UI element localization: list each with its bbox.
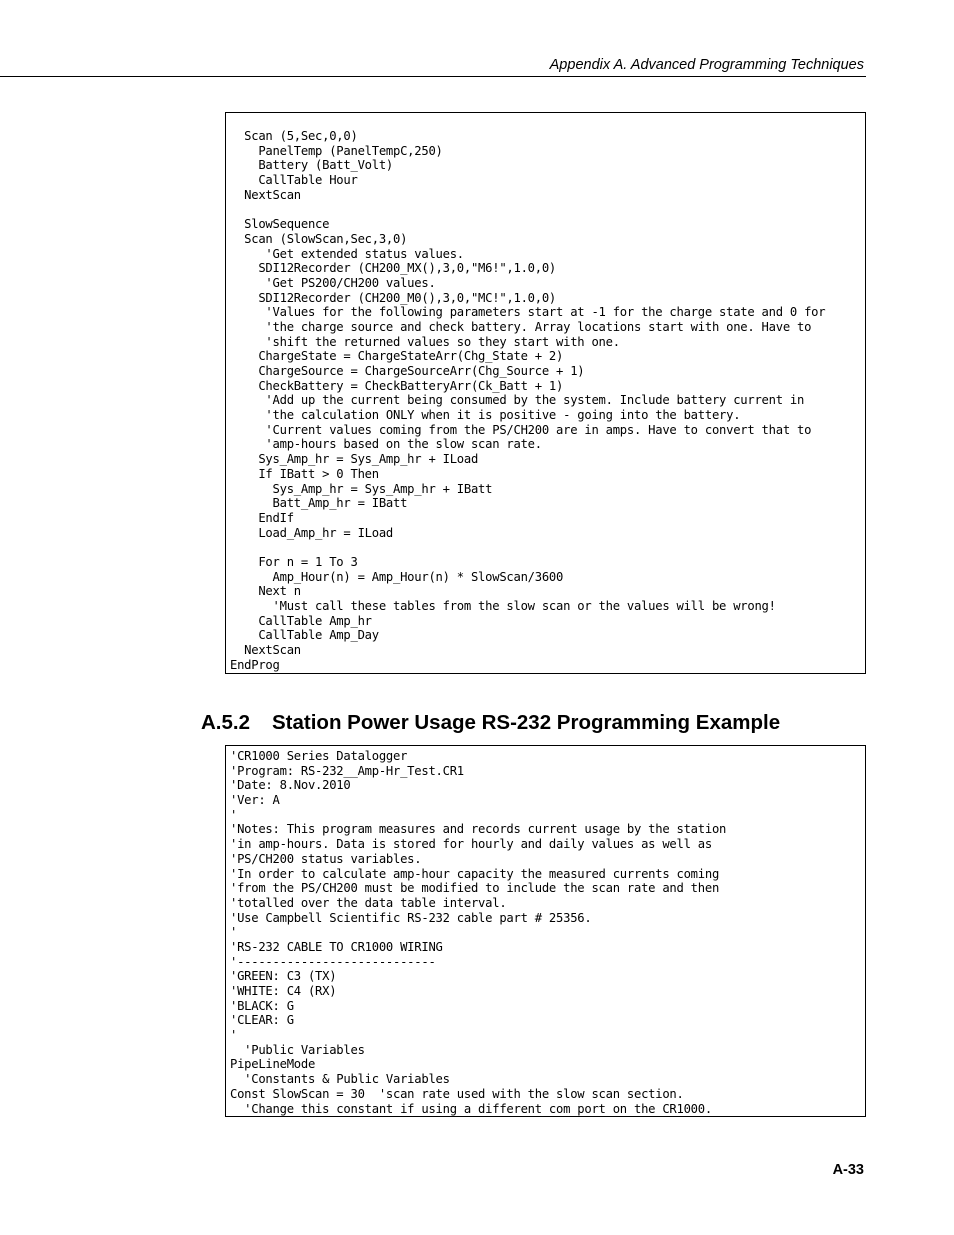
code-line: 'amp-hours based on the slow scan rate. — [230, 437, 542, 452]
code-listing-1 — [225, 112, 866, 674]
code-line: CallTable Amp_Day — [230, 628, 379, 643]
code-line: 'Use Campbell Scientific RS-232 cable part # 25356. — [230, 910, 592, 925]
code-line: 'WHITE: C4 (RX) — [230, 984, 337, 998]
code-line: Next n — [230, 584, 301, 599]
code-line: SlowSequence — [230, 217, 330, 232]
code-line: EndIf — [230, 510, 294, 525]
code-line: PanelTemp (PanelTempC,250) — [230, 143, 443, 158]
code-line: 'from the PS/CH200 must be modified to include the scan rate and then — [230, 881, 720, 896]
code-line: 'CR1000 Series Datalogger — [230, 749, 408, 763]
code-line: For n = 1 To 3 — [230, 554, 358, 569]
code-line: Scan (SlowScan,Sec,3,0) — [230, 231, 408, 246]
code-line: Sys_Amp_hr = Sys_Amp_hr + IBatt — [230, 481, 493, 496]
code-line: NextScan — [230, 643, 301, 658]
code-line: 'PS/CH200 status variables. — [230, 851, 422, 866]
code-line: 'BLACK: G — [230, 998, 294, 1013]
code-line: Scan (5,Sec,0,0) — [230, 129, 358, 143]
code-line: 'CLEAR: G — [230, 1013, 294, 1028]
code-line: CallTable Amp_hr — [230, 613, 372, 628]
code-line: 'the charge source and check battery. Array locations start with one. Have to — [230, 319, 812, 334]
code-line: 'Current values coming from the PS/CH200 are in amps. Have to convert that to — [230, 422, 812, 437]
code-line — [230, 540, 861, 555]
code-line: If IBatt > 0 Then — [230, 466, 379, 481]
code-line: ' — [230, 1028, 238, 1043]
page-number: A-33 — [832, 1162, 864, 1178]
code-line: 'Date: 8.Nov.2010 — [230, 778, 351, 793]
code-line: SDI12Recorder (CH200_M0(),3,0,"MC!",1.0,0) — [230, 290, 557, 305]
code-line: 'Change this constant if using a different com port on the CR1000. — [230, 1101, 712, 1116]
code-line: 'Constants & Public Variables — [230, 1072, 450, 1087]
section-heading — [201, 710, 780, 736]
code-line: Battery (Batt_Volt) — [230, 158, 394, 173]
code-line: CallTable Hour — [230, 173, 358, 188]
code-line: NextScan — [230, 187, 301, 202]
code-line — [230, 202, 861, 217]
code-line: ' — [230, 925, 238, 940]
code-line: CheckBattery = CheckBatteryArr(Ck_Batt + 1) — [230, 378, 564, 393]
code-line: 'Get PS200/CH200 values. — [230, 275, 436, 290]
code-line: Amp_Hour(n) = Amp_Hour(n) * SlowScan/3600 — [230, 569, 564, 584]
code-line: 'totalled over the data table interval. — [230, 895, 507, 910]
code-line: EndProg — [230, 657, 280, 672]
code-line: 'Notes: This program measures and records current usage by the station — [230, 822, 727, 837]
code-line: 'Must call these tables from the slow scan or the values will be wrong! — [230, 599, 776, 613]
code-listing-2 — [225, 745, 866, 1117]
code-line: SDI12Recorder (CH200_MX(),3,0,"M6!",1.0,0) — [230, 261, 557, 276]
code-line: ChargeSource = ChargeSourceArr(Chg_Source + 1) — [230, 364, 585, 378]
code-line: 'RS-232 CABLE TO CR1000 WIRING — [230, 939, 443, 954]
code-line: 'the calculation ONLY when it is positive - going into the battery. — [230, 408, 741, 423]
code-line: 'Get extended status values. — [230, 246, 464, 261]
code-line: 'shift the returned values so they start with one. — [230, 334, 620, 349]
code-line: 'In order to calculate amp-hour capacity the measured currents coming — [230, 866, 720, 881]
header-rule — [0, 76, 866, 77]
code-line: 'GREEN: C3 (TX) — [230, 969, 337, 984]
code-line: 'in amp-hours. Data is stored for hourly and daily values as well as — [230, 837, 712, 852]
section-title: Station Power Usage RS-232 Programming Example — [272, 711, 781, 734]
code-line: Const SlowScan = 30 'scan rate used with the slow scan section. — [230, 1086, 684, 1101]
code-line: 'Ver: A — [230, 793, 280, 808]
code-line: 'Values for the following parameters start at -1 for the charge state and 0 for — [230, 305, 826, 320]
code-line: ' — [230, 807, 238, 822]
code-line: Sys_Amp_hr = Sys_Amp_hr + ILoad — [230, 452, 479, 467]
code-line: 'Program: RS-232__Amp-Hr_Test.CR1 — [230, 763, 464, 778]
code-line: 'Public Variables — [230, 1042, 365, 1057]
code-line: ChargeState = ChargeStateArr(Chg_State + 2) — [230, 349, 564, 364]
running-header: Appendix A. Advanced Programming Techniques — [549, 57, 864, 73]
code-line: '---------------------------- — [230, 954, 436, 969]
code-line: Batt_Amp_hr = IBatt — [230, 496, 408, 511]
section-number: A.5.2 — [201, 711, 250, 734]
code-line: 'Add up the current being consumed by the system. Include battery current in — [230, 393, 805, 408]
code-line: Load_Amp_hr = ILoad — [230, 525, 394, 540]
code-line: PipeLineMode — [230, 1057, 316, 1072]
